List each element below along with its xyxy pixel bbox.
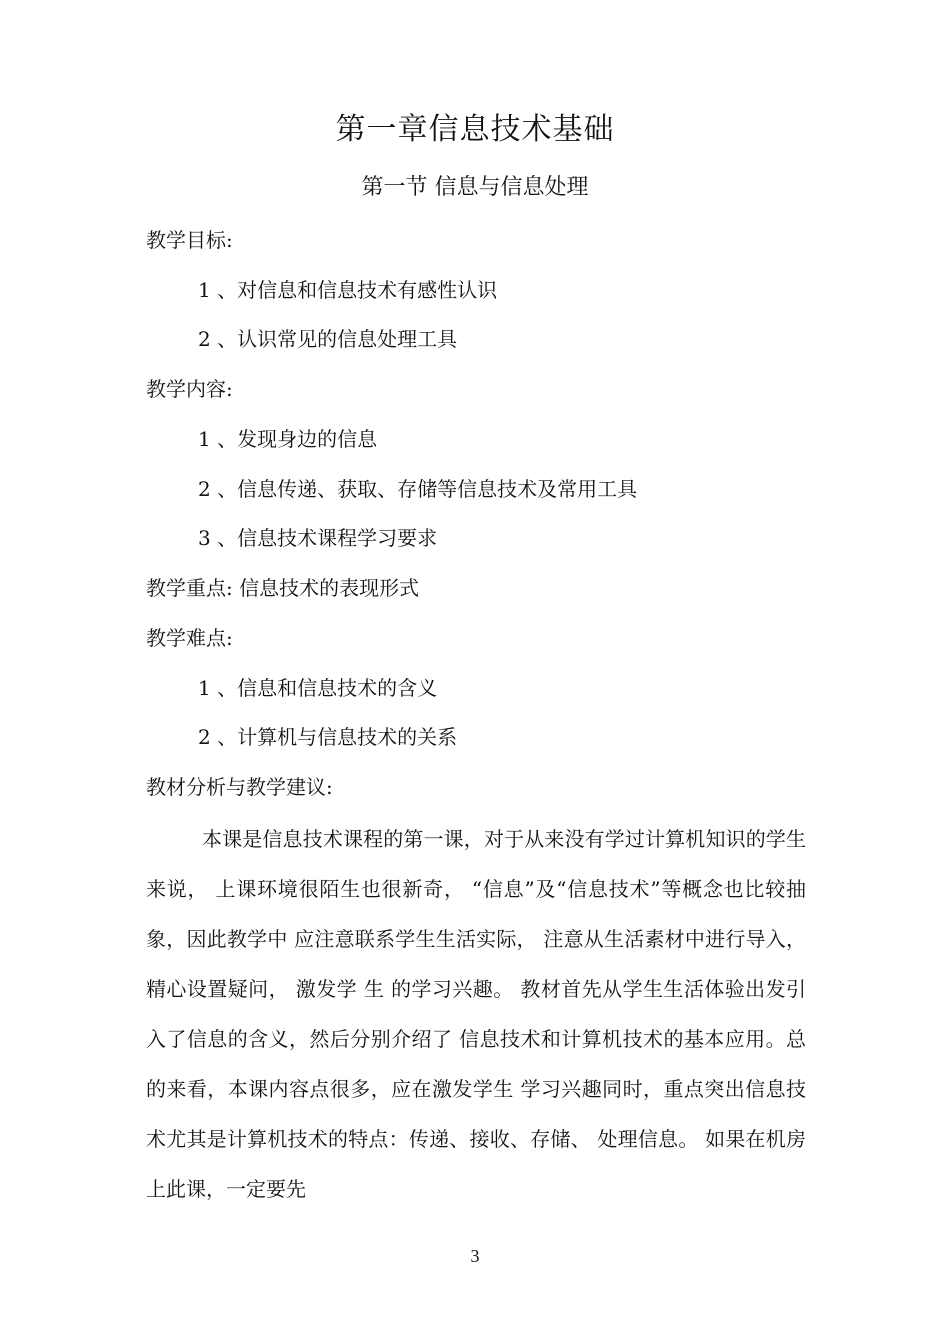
- objective-item: 2 、认识常见的信息处理工具: [198, 327, 458, 351]
- content-heading: 教学内容:: [146, 377, 233, 401]
- difficulty-item: 1 、信息和信息技术的含义: [198, 676, 438, 700]
- chapter-title: 第一章信息技术基础: [335, 112, 615, 147]
- key-points: 教学重点: 信息技术的表现形式: [146, 576, 420, 600]
- analysis-heading: 教材分析与教学建议:: [146, 775, 333, 799]
- section-title: 第一节 信息与信息处理: [361, 175, 589, 200]
- page-number: 3: [470, 1246, 480, 1266]
- content-item: 2 、信息传递、获取、存储等信息技术及常用工具: [198, 477, 638, 501]
- objective-item: 1 、对信息和信息技术有感性认识: [198, 278, 498, 302]
- difficulties-heading: 教学难点:: [146, 626, 233, 650]
- content-item: 3 、信息技术课程学习要求: [198, 526, 438, 550]
- difficulty-item: 2 、计算机与信息技术的关系: [198, 725, 458, 749]
- objectives-heading: 教学目标:: [146, 228, 233, 252]
- analysis-paragraph: 本课是信息技术课程的第一课，对于从来没有学过计算机知识的学生来说， 上课环境很陌生也很新奇， “信息”及“信息技术”等概念也比较抽象，因此教学中 应注意联系学生生活实际， 注意从生活素材中进行导入， 精心设置疑问， 激发学 生 的学习兴趣。 教材首先从学生生活体验出发引入了信息的含义，然后分别介绍了 信息技术和计算机技术的基本应用。总的来看，本课内容点很多，应在激发学生 学习兴趣同时，重点突出信息技术尤其是计算机技术的特点：传递、接收、存储、 处理信息。 如果在机房上此课，一定要先: [146, 827, 806, 1201]
- content-item: 1 、发现身边的信息: [198, 427, 378, 451]
